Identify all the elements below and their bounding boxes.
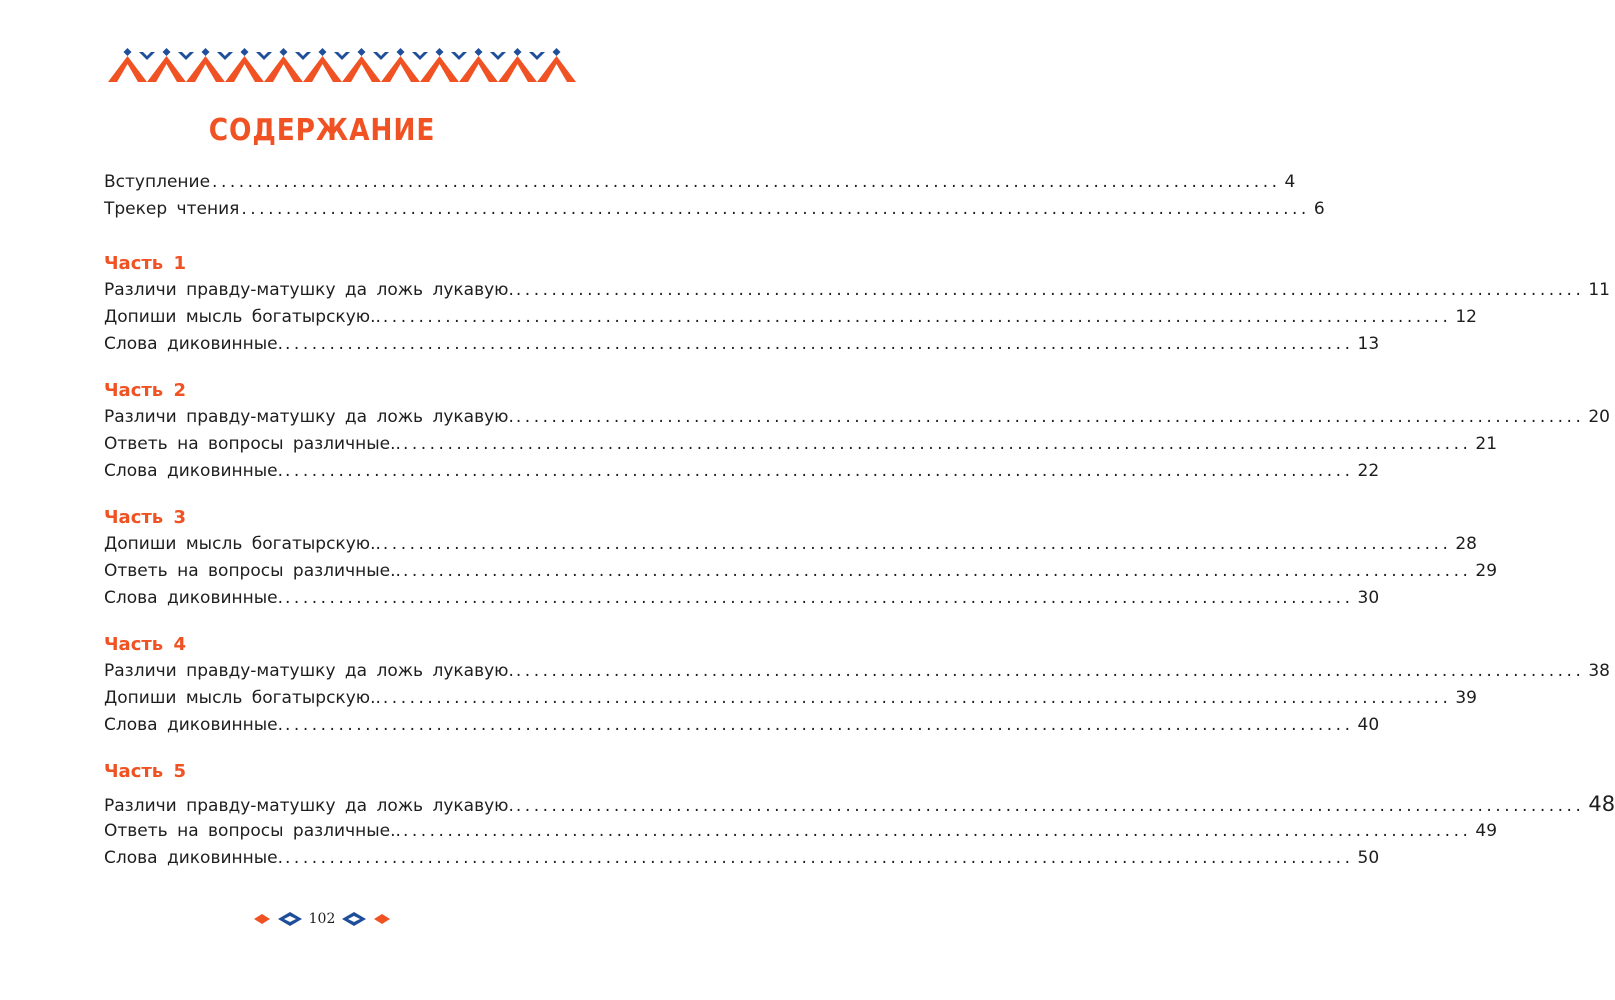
toc-entry	[104, 585, 1380, 612]
ornament-peak	[420, 56, 459, 82]
ornament-diamond	[202, 48, 210, 56]
toc-entry-label: Различи правду-матушку да ложь лукавую.	[104, 407, 514, 427]
toc-entry-page: 4	[1284, 172, 1296, 192]
ornament-peak	[303, 56, 342, 82]
toc-entry-label: Трекер чтения	[104, 199, 240, 219]
toc-entry-page: 21	[1475, 434, 1498, 454]
ornament-diamond	[241, 48, 249, 56]
toc-leader-dots: ........................................................................................................................	[515, 796, 1585, 816]
toc-entry-label: Различи правду-матушку да ложь лукавую.	[104, 661, 514, 681]
toc-part-3	[104, 505, 1498, 612]
toc-entry-label: Вступление	[104, 172, 211, 192]
ornament-diamond	[319, 48, 327, 56]
ornament-diamond	[397, 48, 405, 56]
toc-leader-dots: ........................................................................................................................	[285, 848, 1354, 868]
toc-part-5	[104, 759, 1615, 872]
toc-leader-dots: ........................................................................................................................	[515, 280, 1585, 300]
toc-leader-dots: ........................................................................................................................	[285, 334, 1354, 354]
toc-intro-group	[104, 169, 1325, 223]
ornament-diamond	[124, 48, 132, 56]
toc-entry	[104, 169, 1296, 196]
part-heading: Часть 5	[104, 761, 186, 782]
toc-entry-label: Слова диковинные.	[104, 588, 284, 608]
ornament-chevron	[178, 52, 194, 60]
ornament-peak	[264, 56, 303, 82]
toc-entry	[104, 818, 1498, 845]
toc-entry-page: 6	[1313, 199, 1325, 219]
toc-entry	[104, 431, 1498, 458]
toc-entry-page: 12	[1455, 307, 1477, 327]
ornament-diamond	[163, 48, 171, 56]
ornament-diamond	[280, 48, 288, 56]
toc-entry-label: Допиши мысль богатырскую..	[104, 534, 381, 554]
ornament-chevron	[256, 52, 272, 60]
toc-leader-dots: ........................................................................................................................	[241, 199, 1310, 219]
toc-entry	[104, 712, 1380, 739]
toc-entry-page: 49	[1475, 821, 1498, 841]
ornament-chevron	[412, 52, 428, 60]
toc-leader-dots: ........................................................................................................................	[212, 172, 1281, 192]
toc-entry-label: Различи правду-матушку да ложь лукавую.	[104, 280, 514, 300]
toc-entry-label: Слова диковинные.	[104, 848, 284, 868]
ornament-chevron	[295, 52, 311, 60]
toc-entry	[104, 458, 1380, 485]
ornament-chevron	[451, 52, 467, 60]
toc-entry-label: Слова диковинные.	[104, 334, 284, 354]
toc-entry-label: Ответь на вопросы различные..	[104, 821, 401, 841]
ornament-peak	[342, 56, 381, 82]
toc-entry-page: 40	[1357, 715, 1380, 735]
part-heading: Часть 2	[104, 380, 186, 401]
page-title: СОДЕРЖАНИЕ	[208, 113, 436, 148]
toc-entry-page: 29	[1475, 561, 1498, 581]
toc-leader-dots: ........................................................................................................................	[382, 534, 1452, 554]
blue-diamond-icon	[277, 911, 303, 927]
toc-entry-label: Ответь на вопросы различные..	[104, 434, 401, 454]
toc-entry-label: Допиши мысль богатырскую..	[104, 688, 381, 708]
toc-entry	[104, 404, 1610, 431]
ornament-chevron	[334, 52, 350, 60]
page-number: 102	[308, 911, 336, 927]
toc-leader-dots: ........................................................................................................................	[285, 461, 1354, 481]
ornament-diamond	[553, 48, 561, 56]
toc-entry-page: 28	[1455, 534, 1477, 554]
toc-leader-dots: ........................................................................................................................	[382, 688, 1452, 708]
toc-entry-label: Допиши мысль богатырскую..	[104, 307, 381, 327]
ornament-peak	[186, 56, 225, 82]
toc-entry-label: Ответь на вопросы различные..	[104, 561, 401, 581]
toc-entry-page: 50	[1357, 848, 1380, 868]
toc-entry-label: Слова диковинные.	[104, 461, 284, 481]
orange-diamond-icon	[253, 913, 271, 925]
toc-entry	[104, 531, 1477, 558]
toc-leader-dots: ........................................................................................................................	[285, 715, 1354, 735]
toc-entry-page: 11	[1588, 280, 1610, 300]
ornament-peak	[459, 56, 498, 82]
ornament-peak	[225, 56, 264, 82]
toc-entry	[104, 277, 1610, 304]
blue-diamond-icon	[341, 911, 367, 927]
toc-entry	[104, 845, 1380, 872]
part-heading: Часть 1	[104, 253, 186, 274]
ornament-chevron	[139, 52, 155, 60]
toc-entry	[104, 331, 1380, 358]
orange-diamond-icon	[373, 913, 391, 925]
toc-entry	[104, 558, 1498, 585]
toc-part-1	[104, 251, 1610, 358]
toc-entry	[104, 658, 1610, 685]
toc-entry-page: 13	[1357, 334, 1380, 354]
page-footer	[0, 911, 644, 927]
ornament-border	[108, 48, 576, 84]
ornament-chevron	[373, 52, 389, 60]
toc-entry	[104, 304, 1477, 331]
toc-leader-dots: ........................................................................................................................	[515, 661, 1585, 681]
toc-entry-page: 48	[1588, 792, 1615, 816]
table-of-contents	[104, 169, 1615, 892]
part-heading: Часть 3	[104, 507, 186, 528]
ornament-diamond	[436, 48, 444, 56]
toc-entry-label: Различи правду-матушку да ложь лукавую.	[104, 796, 514, 816]
toc-leader-dots: ........................................................................................................................	[402, 561, 1472, 581]
ornament-peak	[108, 56, 147, 82]
ornament-peak	[381, 56, 420, 82]
ornament-chevron	[529, 52, 545, 60]
toc-leader-dots: ........................................................................................................................	[515, 407, 1585, 427]
ornament-chevron	[217, 52, 233, 60]
toc-entry-label: Слова диковинные.	[104, 715, 284, 735]
toc-entry	[104, 685, 1477, 712]
toc-entry-page: 39	[1455, 688, 1477, 708]
ornament-peak	[537, 56, 576, 82]
toc-leader-dots: ........................................................................................................................	[285, 588, 1354, 608]
toc-entry-page: 30	[1357, 588, 1380, 608]
toc-part-4	[104, 632, 1610, 739]
part-heading: Часть 4	[104, 634, 186, 655]
ornament-peak	[498, 56, 537, 82]
toc-leader-dots: ........................................................................................................................	[382, 307, 1452, 327]
toc-leader-dots: ........................................................................................................................	[402, 434, 1472, 454]
ornament-diamond	[358, 48, 366, 56]
toc-entry-page: 22	[1357, 461, 1380, 481]
toc-entry-page: 38	[1588, 661, 1610, 681]
toc-part-2	[104, 378, 1610, 485]
ornament-peak	[147, 56, 186, 82]
ornament-diamond	[475, 48, 483, 56]
toc-leader-dots: ........................................................................................................................	[402, 821, 1472, 841]
ornament-diamond	[514, 48, 522, 56]
toc-entry	[104, 791, 1615, 818]
ornament-chevron	[490, 52, 506, 60]
toc-entry	[104, 196, 1325, 223]
toc-entry-page: 20	[1588, 407, 1610, 427]
